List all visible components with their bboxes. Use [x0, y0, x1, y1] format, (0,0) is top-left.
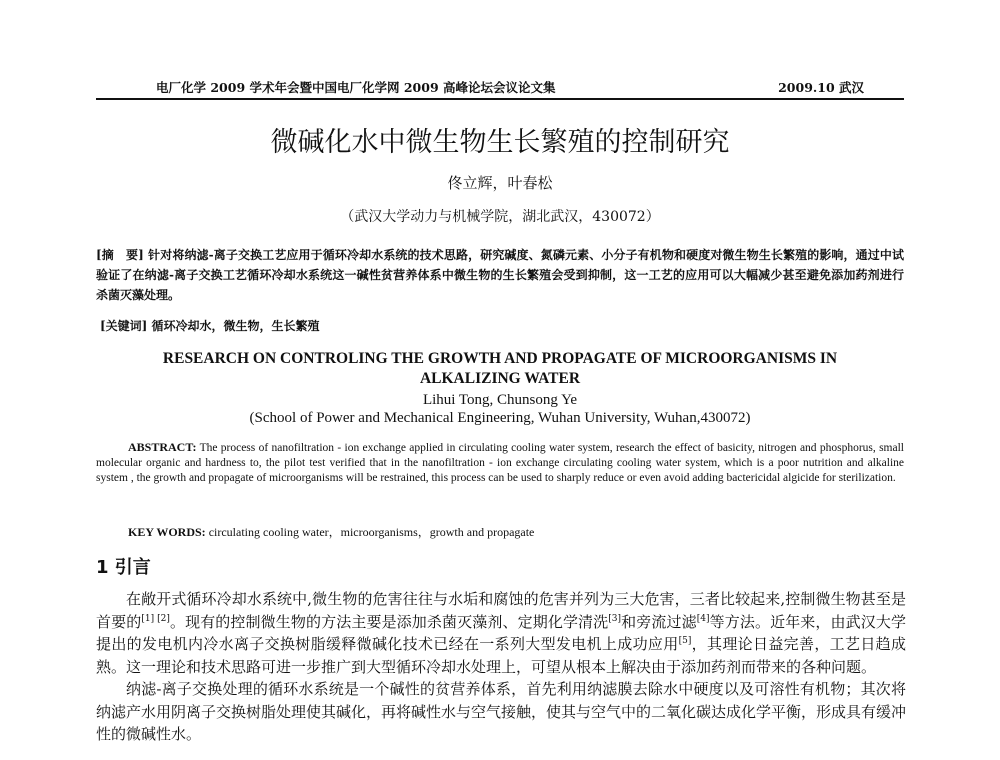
keywords-cn: [100, 317, 904, 334]
running-header: [96, 76, 904, 100]
keywords-cn-label: [关键词]: [100, 319, 148, 333]
header-proceedings-title: 电厂化学 2009 学术年会暨中国电厂化学网 2009 高峰论坛会议论文集: [156, 80, 556, 95]
paper-title-en: [96, 349, 904, 389]
title-en-line2: ALKALIZING WATER: [419, 370, 581, 387]
abstract-en: [96, 440, 904, 486]
keywords-cn-text: 循环冷却水，微生物，生长繁殖: [151, 319, 320, 333]
section-heading-introduction: 1 引言: [96, 557, 151, 578]
title-en-line1: RESEARCH ON CONTROLING THE GROWTH AND PROPAGATE OF MICROORGANISMS IN: [162, 350, 838, 367]
paper-title-cn: 微碱化水中微生物生长繁殖的控制研究: [270, 127, 730, 158]
authors-cn: 佟立辉，叶春松: [447, 174, 553, 192]
abstract-en-label: ABSTRACT:: [128, 440, 197, 454]
p1-text-c: 和旁流过滤: [621, 612, 697, 631]
header-date-location: 2009.10 武汉: [778, 80, 864, 95]
paragraph-1: [96, 588, 906, 678]
citation-4[interactable]: [4]: [696, 613, 710, 624]
keywords-en: [128, 523, 904, 540]
affiliation-en: (School of Power and Mechanical Engineering, Wuhan University, Wuhan,430072): [249, 410, 751, 426]
citation-3[interactable]: [3]: [608, 613, 622, 624]
p1-text-d: 等方法。近年来，由武汉大学提出的发电机内冷水离子交换树脂缓释微碱化技术已经在一系列大型发电机上成功应用: [96, 612, 906, 653]
affiliation-cn: （武汉大学动力与机械学院，湖北武汉，430072）: [340, 209, 660, 225]
keywords-en-label: KEY WORDS:: [128, 525, 206, 539]
section-body: [96, 588, 906, 746]
p1-text-b: 。现有的控制微生物的方法主要是添加杀菌灭藻剂、定期化学清洗: [169, 612, 609, 631]
p1-text-e: ，其理论日益完善，工艺日趋成熟。这一理论和技术思路可进一步推广到大型循环冷却水处理上，可望从根本上解决由于添加药剂而带来的各种问题。: [96, 635, 906, 676]
citation-1-2[interactable]: [1] [2]: [141, 613, 170, 624]
abstract-en-text: The process of nanofiltration - ion exchange applied in circulating cooling water system, research the effect of basicity, nitrogen and phosphorus, small molecular organic and hardness to, the pilot test verified that in the nanofiltration - ion exchange circulating cooling water system, which is a poor nutrition and alkaline system , the growth and propagate of microorganisms will be restrained, this process can be used to sharply reduce or even avoid adding bactericidal algicide for sterilization.: [96, 442, 904, 484]
keywords-en-text: circulating cooling water，microorganisms，growth and propagate: [208, 525, 535, 539]
citation-5[interactable]: [5]: [678, 636, 692, 646]
authors-en: Lihui Tong, Chunsong Ye: [422, 392, 578, 408]
abstract-cn-label: [摘 要]: [96, 248, 144, 262]
abstract-cn: [96, 245, 904, 305]
paragraph-2: 纳滤-离子交换处理的循环水系统是一个碱性的贫营养体系，首先利用纳滤膜去除水中硬度以及可溶性有机物；其次将纳滤产水用阴离子交换树脂处理使其碱化，再将碱性水与空气接触，使其与空气中的二氧化碳达成化学平衡，形成具有缓冲性的微碱性水。: [96, 680, 907, 743]
p1-text-a: 在敞开式循环冷却水系统中,微生物的危害往往与水垢和腐蚀的危害并列为三大危害，三者比较起来,控制微生物甚至是首要的: [96, 590, 906, 631]
abstract-cn-text: 针对将纳滤-离子交换工艺应用于循环冷却水系统的技术思路，研究碱度、氮磷元素、小分子有机物和硬度对微生物生长繁殖的影响，通过中试验证了在纳滤-离子交换工艺循环冷却水系统这一碱性贫营养体系中微生物的生长繁殖会受到抑制，这一工艺的应用可以大幅减少甚至避免添加药剂进行杀菌灭藻处理。: [96, 248, 904, 302]
